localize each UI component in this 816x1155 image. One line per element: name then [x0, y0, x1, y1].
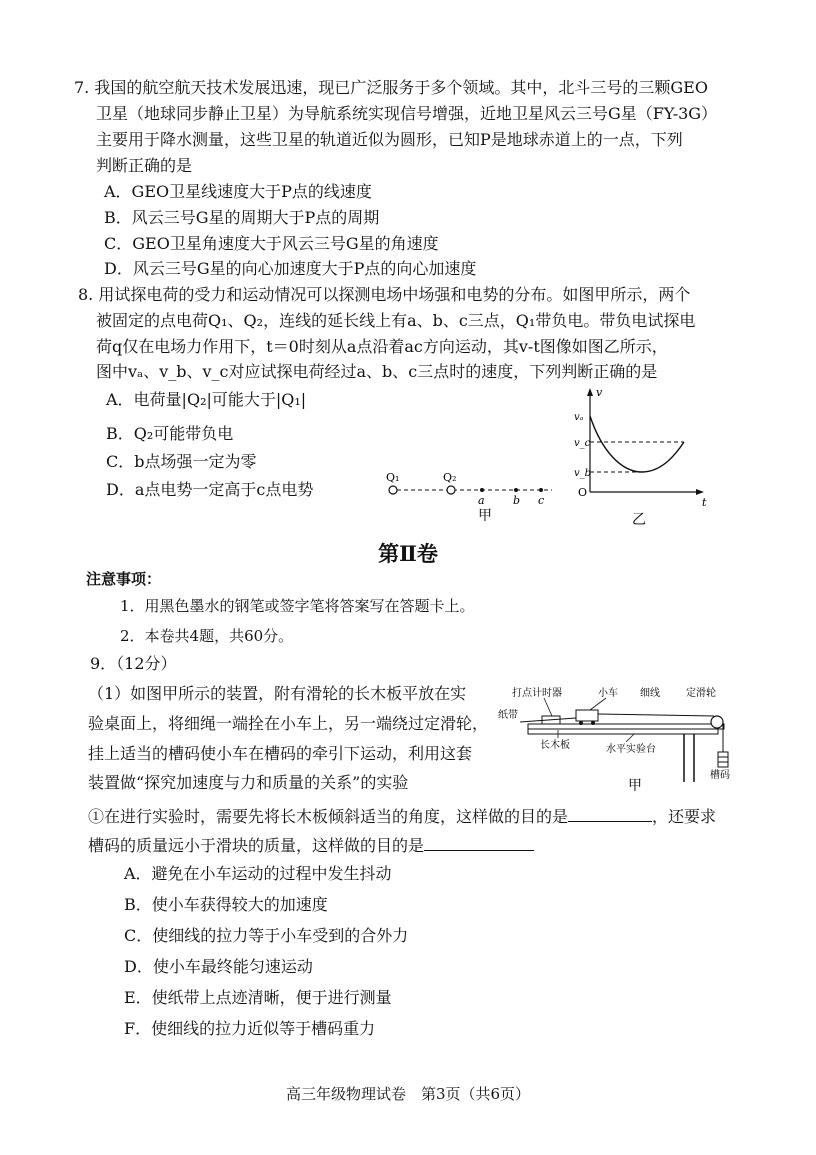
point-a	[480, 488, 484, 492]
q7-line-3: 主要用于降水测量，这些卫星的轨道近似为圆形，已知P是地球赤道上的一点，下列	[96, 130, 683, 149]
q9-apparatus-figure	[498, 682, 748, 800]
q8-option-c: C．b点场强一定为零	[106, 452, 257, 471]
label-pulley: 定滑轮	[686, 688, 716, 699]
q7-line-2: 卫星（地球同步静止卫星）为导航系统实现信号增强，近地卫星风云三号G星（FY-3G）	[96, 104, 718, 123]
q1-charge	[389, 486, 397, 494]
q8-option-d: D．a点电势一定高于c点电势	[106, 480, 314, 499]
cart-wheel-1	[579, 721, 583, 725]
q8-figure-yi	[566, 386, 716, 530]
label-string: 细线	[640, 688, 660, 699]
v-axis-arrow	[587, 388, 593, 396]
t-axis-arrow	[696, 489, 704, 495]
vt-curve	[590, 416, 684, 472]
page-footer: 高三年级物理试卷 第3页（共6页）	[285, 1085, 531, 1103]
q8-line-3: 荷q仅在电场力作用下，t＝0时刻从a点沿着ac方向运动，其v-t图像如图乙所示，	[96, 337, 668, 356]
q9-option-f: F．使细线的拉力近似等于槽码重力	[124, 1019, 376, 1038]
label-c: c	[538, 494, 545, 507]
q7-option-b: B．风云三号G星的周期大于P点的周期	[104, 208, 380, 227]
q7-option-a: A．GEO卫星线速度大于P点的线速度	[104, 182, 372, 201]
notice-item-2: 2．本卷共4题，共60分。	[120, 627, 294, 645]
q9-sub1-part-a: ①在进行实验时，需要先将长木板倾斜适当的角度，这样做的目的是	[88, 807, 569, 826]
label-vc: v_c	[574, 438, 591, 449]
q9-option-b: B．使小车获得较大的加速度	[124, 895, 328, 914]
section-title: 第Ⅱ卷	[378, 541, 438, 566]
label-weights: 槽码	[710, 770, 730, 781]
q7-option-d: D．风云三号G星的向心加速度大于P点的向心加速度	[104, 259, 477, 278]
weight-1	[718, 752, 728, 757]
q8-line-1: 8. 用试探电荷的受力和运动情况可以探测电场中场强和电势的分布。如图甲所示，两个	[78, 285, 691, 304]
q7-line-1: 7. 我国的航空航天技术发展迅速，现已广泛服务于多个领域。其中，北斗三号的三颗GEO	[74, 78, 708, 97]
q9-answer-blank-1[interactable]	[568, 805, 652, 822]
cart-icon	[576, 710, 598, 721]
leader-timer	[544, 698, 552, 716]
q8-line-4: 图中vₐ、v_b、v_c对应试探电荷经过a、b、c三点时的速度，下列判断正确的是	[96, 362, 658, 381]
label-board: 长木板	[540, 740, 570, 751]
cart-wheel-2	[591, 721, 595, 725]
q9-sub1-line-1	[88, 805, 716, 827]
label-q1: Q₁	[386, 471, 400, 484]
q8-option-b: B．Q₂可能带负电	[106, 424, 234, 443]
label-origin: O	[578, 486, 588, 499]
q9-part1-line-2: 验桌面上，将细绳一端拴在小车上，另一端绕过定滑轮，	[88, 714, 489, 733]
label-va: vₐ	[574, 412, 584, 423]
label-v: v	[596, 386, 603, 399]
q9-answer-blank-2[interactable]	[424, 834, 534, 851]
weight-3	[718, 762, 728, 767]
caption-yi: 乙	[632, 512, 646, 528]
label-vb: v_b	[574, 468, 592, 479]
label-a: a	[478, 494, 485, 507]
label-q2: Q₂	[443, 471, 457, 484]
q9-sub1-part-b: ，还要求	[652, 807, 717, 826]
q2-charge	[447, 486, 455, 494]
label-cart: 小车	[598, 688, 618, 699]
pulley-icon	[711, 716, 723, 728]
caption-apparatus: 甲	[628, 778, 642, 794]
q7-line-4: 判断正确的是	[96, 156, 193, 175]
leader-table	[626, 734, 634, 742]
point-b	[514, 488, 518, 492]
q8-line-2: 被固定的点电荷Q₁、Q₂，连线的延长线上有a、b、c三点，Q₁带负电。带负电试探电	[96, 311, 696, 330]
q7-option-c: C．GEO卫星角速度大于风云三号G星的角速度	[104, 234, 439, 253]
q8-figure-jia	[380, 465, 580, 525]
leader-cart	[590, 698, 606, 710]
q8-option-a: A．电荷量|Q₂|可能大于|Q₁|	[106, 390, 307, 409]
q9-option-c: C．使细线的拉力等于小车受到的合外力	[124, 926, 409, 945]
notice-title: 注意事项：	[86, 570, 162, 588]
lab-table-top	[528, 729, 718, 734]
point-c	[539, 488, 543, 492]
q9-sub1-line-2	[88, 834, 534, 856]
q9-option-e: E．使纸带上点迹清晰，便于进行测量	[124, 988, 392, 1007]
q9-part1-line-4: 装置做“探究加速度与力和质量的关系”的实验	[88, 773, 409, 792]
label-table: 水平实验台	[606, 744, 656, 755]
q9-part1-line-1: （1）如图甲所示的装置，附有滑轮的长木板平放在实	[88, 684, 467, 703]
notice-item-1: 1．用黑色墨水的钢笔或签字笔将答案写在答题卡上。	[120, 597, 475, 615]
label-t: t	[702, 496, 707, 509]
label-tape: 纸带	[498, 710, 518, 721]
string-line	[598, 714, 714, 716]
weight-2	[718, 757, 728, 762]
label-b: b	[513, 494, 521, 507]
label-timer: 打点计时器	[512, 688, 562, 699]
q9-option-d: D．使小车最终能匀速运动	[124, 957, 313, 976]
q9-sub1-part-c: 槽码的质量远小于滑块的质量，这样做的目的是	[88, 836, 425, 855]
long-board	[528, 724, 724, 729]
caption-jia: 甲	[478, 508, 492, 524]
q9-header: 9．（12分）	[90, 654, 177, 673]
q9-part1-line-3: 挂上适当的槽码使小车在槽码的牵引下运动，利用这套	[88, 744, 473, 763]
q9-option-a: A．避免在小车运动的过程中发生抖动	[124, 864, 392, 883]
